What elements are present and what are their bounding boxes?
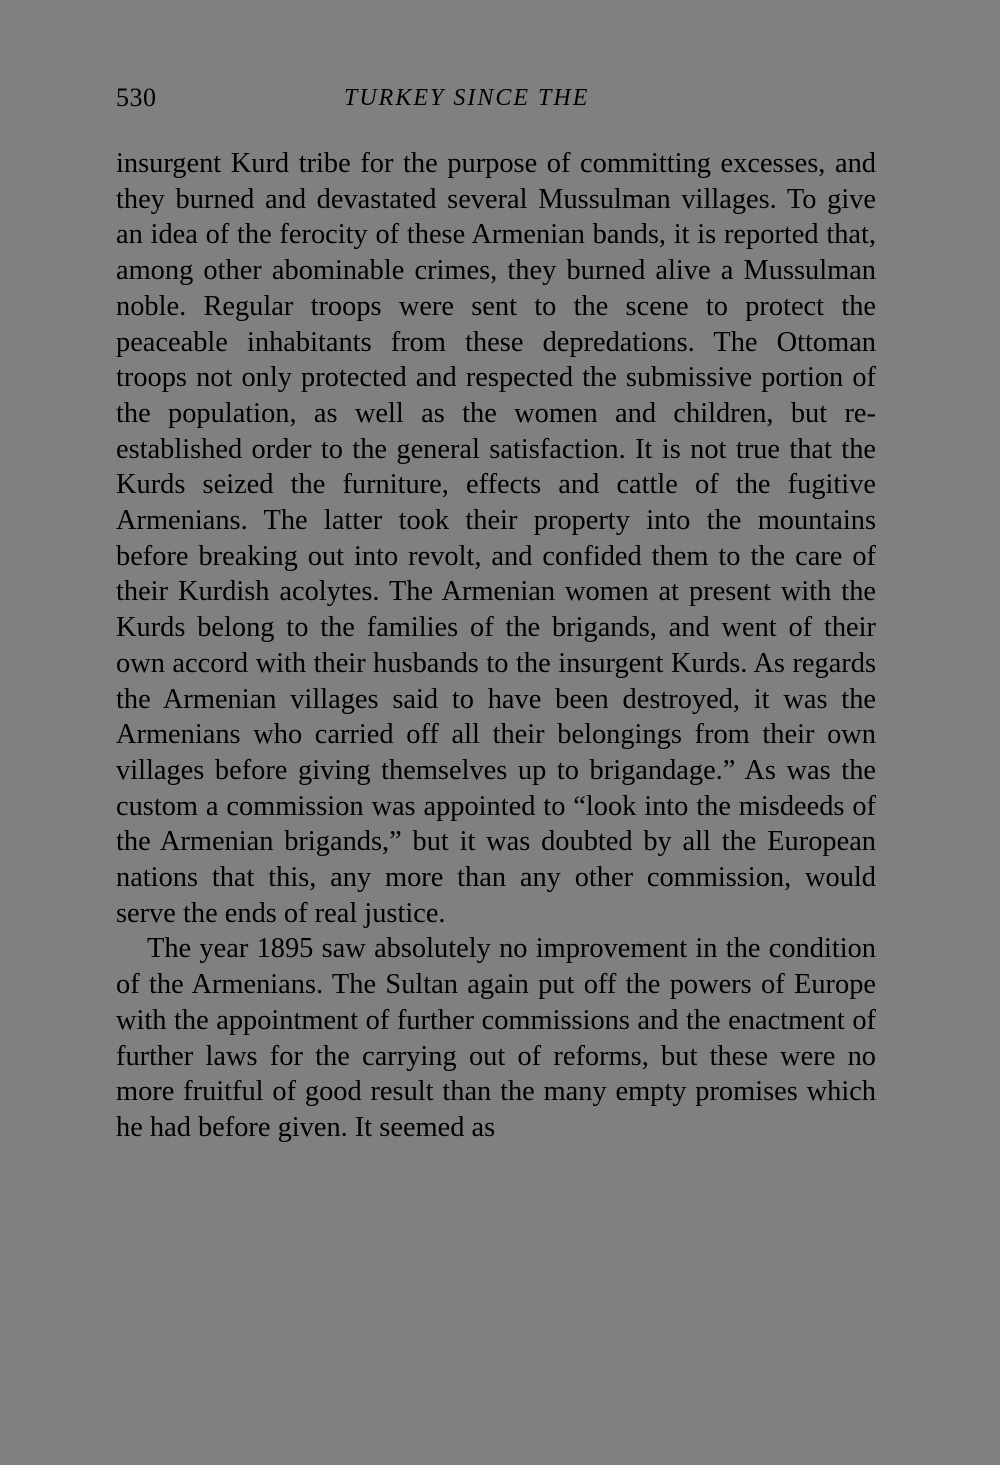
body-text <box>116 146 876 1146</box>
paragraph-2: The year 1895 saw absolutely no improvement in the condition of the Armenians. The Sultan again put off the powers of Europe with the appointment of further commissions and the enactment of further laws for the carrying out of reforms, but these were no more fruitful of good result than the many empty promises which he had before given. It seemed as <box>116 933 876 1143</box>
paragraph-1: insurgent Kurd tribe for the purpose of committing excesses, and they burned and devastated several Mussulman villages. To give an idea of the ferocity of these Armenian bands, it is reported that, among other abominable crimes, they burned alive a Mussulman noble. Regular troops were sent to the scene to protect the peaceable inhabitants from these depredations. The Ottoman troops not only protected and respected the submissive portion of the population, as well as the women and children, but re-established order to the general satisfaction. It is not true that the Kurds seized the furniture, effects and cattle of the fugitive Armenians. The latter took their property into the mountains before breaking out into revolt, and confided them to the care of their Kurdish acolytes. The Armenian women at present with the Kurds belong to the families of the brigands, and went of their own accord with their husbands to the insurgent Kurds. As regards the Armenian villages said to have been destroyed, it was the Armenians who carried off all their belongings from their own villages before giving themselves up to brigandage.” As was the custom a commission was appointed to “look into the misdeeds of the Armenian brigands,” but it was doubted by all the European nations that this, any more than any other commission, would serve the ends of real justice. <box>116 148 876 929</box>
running-head <box>116 78 876 118</box>
page-number: 530 <box>116 83 157 112</box>
running-title: TURKEY SINCE THE <box>344 85 590 111</box>
